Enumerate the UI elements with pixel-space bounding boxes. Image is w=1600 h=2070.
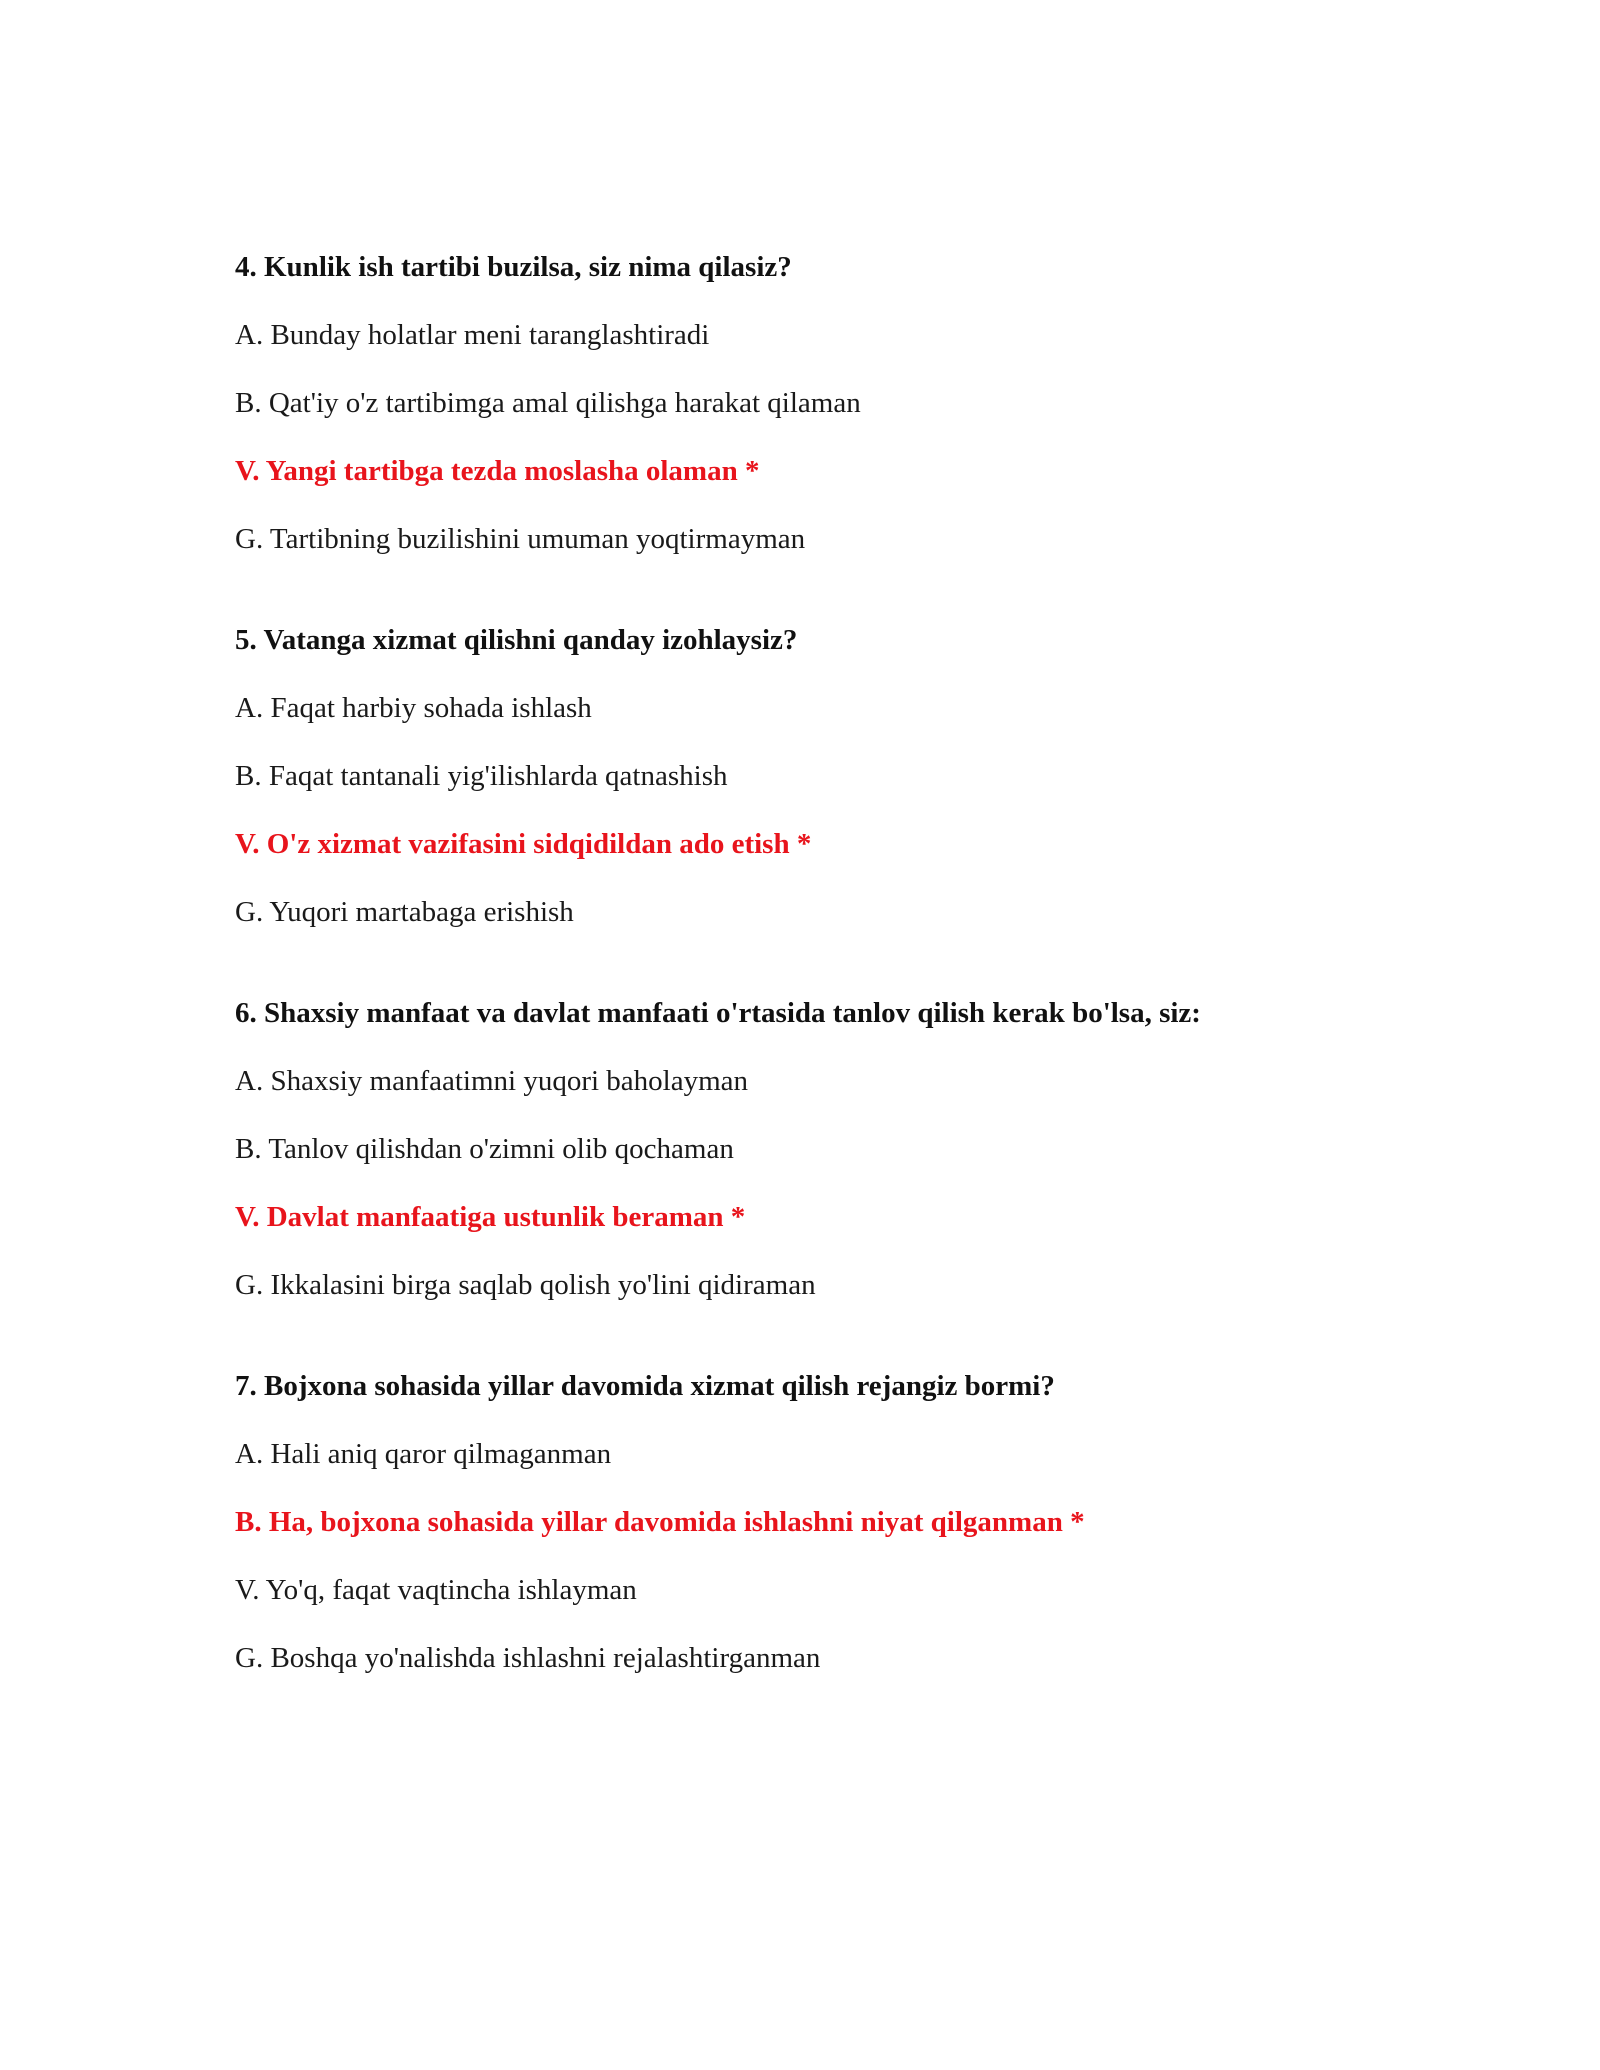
answer-option: A. Faqat harbiy sohada ishlash [235, 692, 592, 724]
correct-answer-option: B. Ha, bojxona sohasida yillar davomida ishlashni niyat qilganman * [235, 1506, 1085, 1538]
answer-option: B. Tanlov qilishdan o'zimni olib qochaman [235, 1133, 734, 1165]
answer-option: V. Yo'q, faqat vaqtincha ishlayman [235, 1574, 637, 1606]
question-title: 6. Shaxsiy manfaat va davlat manfaati o'rtasida tanlov qilish kerak bo'lsa, siz: [235, 997, 1201, 1029]
answer-option: G. Boshqa yo'nalishda ishlashni rejalashtirganman [235, 1642, 821, 1674]
question-block-7 [235, 1369, 1435, 1675]
correct-answer-option: V. Yangi tartibga tezda moslasha olaman * [235, 455, 760, 487]
question-title: 7. Bojxona sohasida yillar davomida xizmat qilish rejangiz bormi? [235, 1370, 1055, 1402]
question-title: 4. Kunlik ish tartibi buzilsa, siz nima qilasiz? [235, 251, 792, 283]
answer-option: A. Bunday holatlar meni taranglashtiradi [235, 319, 710, 351]
answer-option: B. Faqat tantanali yig'ilishlarda qatnashish [235, 760, 728, 792]
correct-answer-option: V. Davlat manfaatiga ustunlik beraman * [235, 1201, 746, 1233]
document-page [235, 250, 1435, 1742]
answer-option: G. Ikkalasini birga saqlab qolish yo'lini qidiraman [235, 1269, 816, 1301]
correct-answer-option: V. O'z xizmat vazifasini sidqidildan ado etish * [235, 828, 812, 860]
question-title: 5. Vatanga xizmat qilishni qanday izohlaysiz? [235, 624, 798, 656]
question-block-5 [235, 623, 1435, 929]
question-block-6 [235, 996, 1435, 1302]
question-block-4 [235, 250, 1435, 556]
answer-option: A. Hali aniq qaror qilmaganman [235, 1438, 612, 1470]
answer-option: G. Yuqori martabaga erishish [235, 896, 574, 928]
answer-option: G. Tartibning buzilishini umuman yoqtirmayman [235, 523, 806, 555]
answer-option: B. Qat'iy o'z tartibimga amal qilishga harakat qilaman [235, 387, 861, 419]
answer-option: A. Shaxsiy manfaatimni yuqori baholayman [235, 1065, 749, 1097]
